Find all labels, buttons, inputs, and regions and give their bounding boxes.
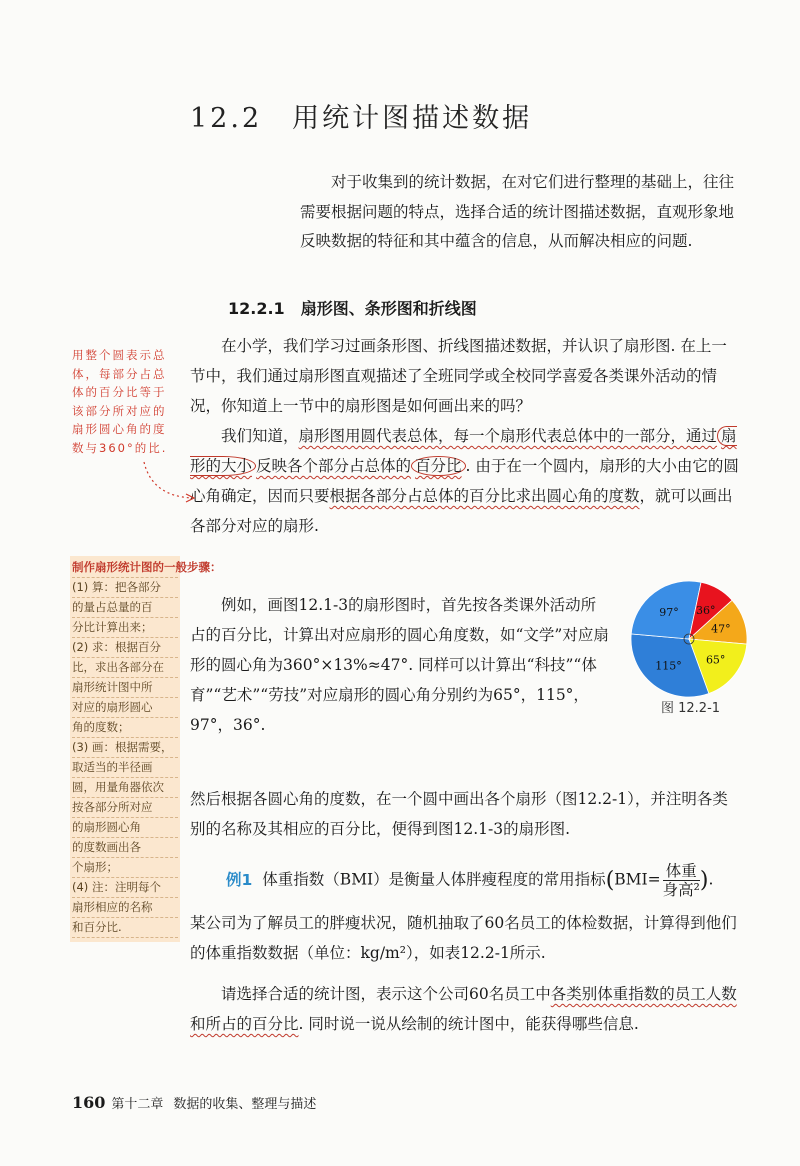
- step-line: 圆，用量角器依次: [72, 778, 178, 798]
- subsection-number: 12.2.1: [228, 299, 285, 318]
- page-number: 160: [72, 1093, 106, 1112]
- pie-chart: [628, 578, 750, 700]
- emphasis-definition: 扇形图用圆代表总体，每一个扇形代表总体中的一部分，通过: [298, 427, 718, 445]
- pie-label: 36°: [696, 603, 716, 617]
- step-line: 对应的扇形圆心: [72, 698, 178, 718]
- example-1-heading: 例1 体重指数（BMI）是衡量人体胖瘦程度的常用指标(BMI= $\frac{\text{体重}}{\text{身高²}}$ ).: [226, 862, 714, 899]
- pie-chart-explanation: [190, 331, 740, 541]
- step-line: (4) 注：注明每个: [72, 878, 178, 898]
- example-1-body: 某公司为了解员工的胖瘦状况，随机抽取了60名员工的体检数据，计算得到他们的体重指数数据（单位：kg/m²），如表12.2-1所示. 请选择合适的统计图，表示这个公司60名员工中各类别体重指数的员工人数和所占的百分比. 同时说一说从绘制的统计图中，能获得哪些信息.: [190, 914, 737, 1033]
- pie-label: 65°: [705, 653, 726, 667]
- step-line: 和百分比.: [72, 918, 178, 938]
- step-line: 的扇形圆心角: [72, 818, 178, 838]
- step-line: 比，求出各部分在: [72, 658, 178, 678]
- side-note-steps: [70, 556, 222, 942]
- section-number: 12.2: [190, 103, 263, 134]
- page-footer: [72, 1093, 316, 1112]
- pie-label: 47°: [711, 622, 731, 636]
- step-line: 扇形相应的名称: [72, 898, 178, 918]
- step-line: 角的度数；: [72, 718, 178, 738]
- example-1-label: 例1: [226, 870, 253, 889]
- step-line: 的度数画出各: [72, 838, 178, 858]
- emphasis-angle: 根据各部分占总体的百分比求出圆心角的度数: [329, 487, 640, 505]
- section-title-text: 用统计图描述数据: [292, 103, 533, 134]
- example-paragraph-tail: 然后根据各圆心角的度数，在一个圆中画出各个扇形（图12.2-1），并注明各类别的名称及其相应的百分比，便得到图12.1-3的扇形图.: [190, 790, 728, 838]
- example-1-intro: 体重指数（BMI）是衡量人体胖瘦程度的常用指标: [262, 870, 606, 889]
- step-line: 取适当的半径画: [72, 758, 178, 778]
- pie-label: 97°: [659, 606, 679, 619]
- circled-sector-size: 扇形的大小: [190, 427, 737, 475]
- steps-list: [72, 578, 178, 938]
- section-title: [190, 96, 532, 135]
- pie-label: 115°: [655, 659, 682, 673]
- example-paragraph: 例如，画图12.1-3的扇形图时，首先按各类课外活动所占的百分比，计算出对应扇形的圆心角度数，如“文学”对应扇形的圆心角为360°×13%≈47°. 同样可以计算出“科技”“体育”“艺术”“劳技”对应扇形的圆心角分别约为65°，115°，97°，36°.: [190, 596, 609, 734]
- intro-paragraph: 对于收集到的统计数据，在对它们进行整理的基础上，往往需要根据问题的特点，选择合适的统计图描述数据，直观形象地反映数据的特征和其中蕴含的信息，从而解决相应的问题.: [300, 173, 735, 250]
- chapter-title: 数据的收集、整理与描述: [173, 1097, 317, 1112]
- paragraph-1: 在小学，我们学习过画条形图、折线图描述数据，并认识了扇形图. 在上一节中，我们通过扇形图直观描述了全班同学或全校同学喜爱各类课外活动的情况，你知道上一节中的扇形图是如何画出来的吗？: [190, 337, 727, 415]
- step-line: (3) 画：根据需要，: [72, 738, 178, 758]
- step-line: (1) 算：把各部分: [72, 578, 178, 598]
- subsection-title: 扇形图、条形图和折线图: [300, 299, 477, 318]
- chapter-number: 第十二章: [111, 1097, 164, 1112]
- bmi-formula-prefix: BMI=: [614, 870, 661, 889]
- subsection-heading: [228, 296, 477, 319]
- step-line: 按各部分所对应: [72, 798, 178, 818]
- step-line: (2) 求：根据百分: [72, 638, 178, 658]
- step-line: 扇形统计图中所: [72, 678, 178, 698]
- step-line: 分比计算出来；: [72, 618, 178, 638]
- step-line: 个扇形；: [72, 858, 178, 878]
- figure-caption: 图 12.2-1: [661, 701, 721, 716]
- bmi-fraction: $\frac{\text{体重}}{\text{身高²}}$: [662, 862, 700, 899]
- paragraph-2: 我们知道，扇形图用圆代表总体，每一个扇形代表总体中的一部分，通过 扇形的大小 反映各个部分占总体的 百分比 . 由于在一个圆内，扇形的大小由它的圆心角确定，因而只要根据各部分占总体的百分比求出圆心角的度数，就可以画出各部分对应的扇形.: [190, 427, 739, 535]
- example-1-emphasis: 各类别体重指数的员工人数和所占的百分比: [190, 985, 737, 1033]
- step-line: 的量占总量的百: [72, 598, 178, 618]
- steps-title: 制作扇形统计图的一般步骤：: [72, 558, 178, 578]
- circled-percentage: 百分比: [411, 456, 466, 476]
- side-note-pie-definition: 用整个圆表示总体，每部分占总体的百分比等于该部分所对应的扇形圆心角的度数与360°的比.: [72, 348, 168, 455]
- annotation-arrow: [140, 460, 200, 505]
